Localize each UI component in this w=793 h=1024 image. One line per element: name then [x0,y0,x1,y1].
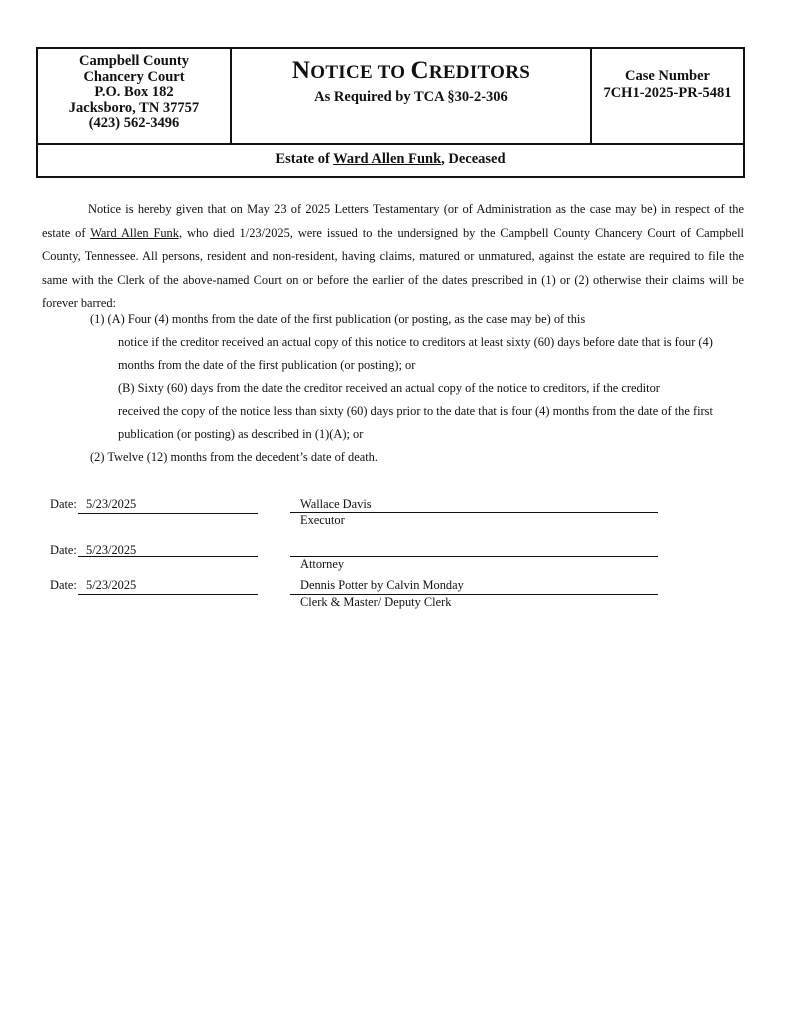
page-subtitle: As Required by TCA §30-2-306 [314,89,508,105]
date-value: 5/23/2025 [86,578,137,592]
title-block [232,49,592,143]
notice-header-box [36,47,745,178]
item-1b-line-3: publication (or posting) as described in (1)(A); or [118,427,364,441]
item-1b-line-1: (B) Sixty (60) days from the date the creditor received an actual copy of the notice to creditors, if the creditor [118,381,660,395]
header-top-row [38,49,743,145]
signer-role: Executor [300,513,345,527]
item-1a-line-2: notice if the creditor received an actual copy of this notice to creditors at least sixty (60) days before date that is four (4) [118,335,713,349]
decedent-name-inline: Ward Allen Funk, [90,225,183,240]
notice-paragraph: Notice is hereby given that on May 23 of 2025 Letters Testamentary (or of Administration as the case may be) in respect of the estate of Ward Allen Funk, who died 1/23/2025, were issued to the undersigned by the Campbell County Chancery Court of Campbell County, Tennessee. All persons, resident and non-resident, having claims, matured or unmatured, against the estate are required to file the same with the Clerk of the above-named Court on or before the earlier of the dates prescribed in (1) or (2) otherwise their claims will be forever barred: [42,202,744,310]
signer-name: Wallace Davis [300,497,372,511]
signature-line [290,512,658,513]
court-address-block [38,49,232,143]
notice-body [42,198,744,316]
date-value: 5/23/2025 [86,543,137,557]
date-label: Date: [50,497,77,511]
date-line [78,556,258,557]
item-1b-line-2: received the copy of the notice less than sixty (60) days prior to the date that is four (4) months from the date of the first [118,404,713,418]
item-1a-line-1: (1) (A) Four (4) months from the date of the first publication (or posting, as the case may be) of this [90,312,586,326]
court-county: Campbell County [79,53,189,69]
case-number-block [592,49,743,143]
date-label: Date: [50,543,77,557]
date-value: 5/23/2025 [86,497,137,511]
court-name: Chancery Court [83,68,185,85]
signature-line [290,556,658,557]
signer-role: Clerk & Master/ Deputy Clerk [300,595,452,609]
decedent-name: Ward Allen Funk [333,151,442,167]
page-title: NOTICE TO CREDITORS [291,57,531,84]
date-label: Date: [50,578,77,592]
item-2-line: (2) Twelve (12) months from the decedent’s date of death. [90,450,378,464]
signer-role: Attorney [300,557,345,571]
court-po-box: P.O. Box 182 [94,84,174,100]
case-number-label: Case Number [625,68,710,84]
case-number: 7CH1-2025-PR-5481 [603,85,732,101]
estate-line: Estate of Ward Allen Funk, Deceased [275,151,506,167]
signer-name: Dennis Potter by Calvin Monday [300,578,464,592]
date-line [78,513,258,514]
court-phone: (423) 562-3496 [88,115,180,131]
date-line [78,594,258,595]
item-1a-line-3: months from the date of the first publication (or posting); or [118,358,416,372]
court-city: Jacksboro, TN 37757 [68,99,200,116]
